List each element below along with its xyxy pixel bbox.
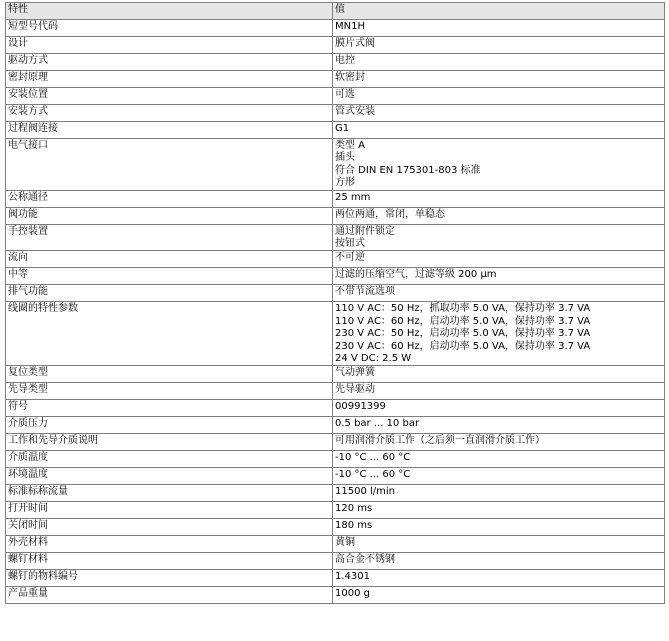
property-cell: 复位类型 <box>6 366 333 383</box>
value-cell <box>333 468 665 485</box>
table-row <box>6 88 665 105</box>
property-cell: 公称通径 <box>6 190 333 207</box>
value-line: 过滤的压缩空气，过滤等级 200 µm <box>335 269 497 281</box>
table-row <box>6 400 665 417</box>
value-line: 25 mm <box>335 191 371 203</box>
table-row <box>6 71 665 88</box>
property-cell: 安装位置 <box>6 88 333 105</box>
table-row <box>6 485 665 502</box>
value-cell <box>333 519 665 536</box>
value-cell <box>333 207 665 224</box>
property-cell: 密封原理 <box>6 71 333 88</box>
value-line: 电控 <box>335 55 355 66</box>
table-row <box>6 417 665 434</box>
value-cell <box>333 536 665 553</box>
table-row <box>6 502 665 519</box>
property-cell: 产品重量 <box>6 587 333 604</box>
property-cell: 打开时间 <box>6 502 333 519</box>
value-cell <box>333 224 665 251</box>
value-cell <box>333 54 665 71</box>
property-cell: 介质温度 <box>6 451 333 468</box>
value-line: 110 V AC：60 Hz，启动功率 5.0 VA，保持功率 3.7 VA <box>335 315 591 327</box>
property-cell: 过程阀连接 <box>6 122 333 139</box>
value-line: 方形 <box>335 177 355 189</box>
table-row <box>6 251 665 268</box>
property-cell: 设计 <box>6 37 333 54</box>
value-line: 按钮式 <box>335 238 365 250</box>
property-cell: 螺钉的物料编号 <box>6 570 333 587</box>
value-line: 11500 l/min <box>335 486 395 498</box>
property-cell: 关闭时间 <box>6 519 333 536</box>
value-line: 通过附件锁定 <box>335 225 395 237</box>
value-line: 1000 g <box>335 588 370 600</box>
value-line: 可用润滑介质工作（之后须一直润滑介质工作） <box>335 435 545 447</box>
table-row <box>6 105 665 122</box>
value-line: 类型 A <box>335 140 366 151</box>
table-row <box>6 54 665 71</box>
value-cell <box>333 139 665 191</box>
value-cell <box>333 285 665 302</box>
value-line: 高合金不锈钢 <box>335 554 395 566</box>
table-row <box>6 519 665 536</box>
table-row <box>6 570 665 587</box>
value-cell <box>333 451 665 468</box>
property-cell: 安装方式 <box>6 105 333 122</box>
table-row <box>6 37 665 54</box>
spec-body <box>6 20 665 604</box>
value-line: 00991399 <box>335 401 386 413</box>
value-line: -10 °C ... 60 °C <box>335 452 411 464</box>
property-cell: 外壳材料 <box>6 536 333 553</box>
value-line: 软密封 <box>335 72 365 83</box>
table-row <box>6 302 665 366</box>
property-cell: 螺钉材料 <box>6 553 333 570</box>
value-line: 1.4301 <box>335 571 370 583</box>
property-cell: 先导类型 <box>6 383 333 400</box>
table-row <box>6 587 665 604</box>
value-line: 两位两通，常闭，单稳态 <box>335 208 445 220</box>
value-cell <box>333 122 665 139</box>
value-cell <box>333 251 665 268</box>
value-line: 120 ms <box>335 503 373 515</box>
value-cell <box>333 88 665 105</box>
value-cell <box>333 302 665 366</box>
table-row <box>6 451 665 468</box>
value-line: 不带节流选项 <box>335 286 395 298</box>
value-line: 230 V AC：60 Hz，启动功率 5.0 VA，保持功率 3.7 VA <box>335 340 591 352</box>
value-cell <box>333 587 665 604</box>
table-row <box>6 190 665 207</box>
value-cell <box>333 417 665 434</box>
value-cell <box>333 383 665 400</box>
table-row <box>6 536 665 553</box>
value-cell <box>333 190 665 207</box>
property-cell: 中等 <box>6 268 333 285</box>
table-row <box>6 383 665 400</box>
property-cell: 手控装置 <box>6 224 333 251</box>
value-line: 0.5 bar ... 10 bar <box>335 418 420 430</box>
table-row <box>6 366 665 383</box>
property-cell: 阀功能 <box>6 207 333 224</box>
value-cell <box>333 485 665 502</box>
value-cell <box>333 366 665 383</box>
property-cell: 电气接口 <box>6 139 333 191</box>
table-row <box>6 139 665 191</box>
value-cell <box>333 71 665 88</box>
property-cell: 工作和先导介质说明 <box>6 434 333 451</box>
value-line: 插头 <box>335 152 355 164</box>
property-cell: 排气功能 <box>6 285 333 302</box>
value-cell <box>333 37 665 54</box>
value-line: 不可逆 <box>335 252 365 264</box>
table-row <box>6 207 665 224</box>
value-line: 180 ms <box>335 520 373 532</box>
table-row <box>6 434 665 451</box>
table-row <box>6 122 665 139</box>
property-cell: 介质压力 <box>6 417 333 434</box>
property-cell: 符号 <box>6 400 333 417</box>
table-row <box>6 285 665 302</box>
value-cell <box>333 553 665 570</box>
value-line: 黄铜 <box>335 537 355 549</box>
property-cell: 环境温度 <box>6 468 333 485</box>
table-row <box>6 20 665 37</box>
table-row <box>6 553 665 570</box>
value-line: 气动弹簧 <box>335 367 375 379</box>
property-cell: 流向 <box>6 251 333 268</box>
property-cell: 标准标称流量 <box>6 485 333 502</box>
header-property: 特性 <box>6 3 333 20</box>
property-cell: 驱动方式 <box>6 54 333 71</box>
value-cell <box>333 268 665 285</box>
value-line: 24 V DC: 2.5 W <box>335 353 412 365</box>
spec-table <box>5 2 665 604</box>
value-line: 膜片式阀 <box>335 38 375 49</box>
property-cell: 线圈的特性参数 <box>6 302 333 366</box>
value-line: MN1H <box>335 21 365 32</box>
value-line: 230 V AC：50 Hz，启动功率 5.0 VA，保持功率 3.7 VA <box>335 328 591 340</box>
value-cell <box>333 400 665 417</box>
value-cell <box>333 20 665 37</box>
value-line: 符合 DIN EN 175301-803 标准 <box>335 164 481 176</box>
header-row <box>6 3 665 20</box>
header-value: 值 <box>333 3 665 20</box>
table-row <box>6 268 665 285</box>
value-line: 可选 <box>335 89 355 100</box>
value-line: 110 V AC：50 Hz，抓取功率 5.0 VA，保持功率 3.7 VA <box>335 303 591 315</box>
value-line: G1 <box>335 123 350 134</box>
value-cell <box>333 502 665 519</box>
table-row <box>6 468 665 485</box>
value-cell <box>333 105 665 122</box>
value-cell <box>333 570 665 587</box>
value-line: 先导驱动 <box>335 384 375 396</box>
value-line: -10 °C ... 60 °C <box>335 469 411 481</box>
value-cell <box>333 434 665 451</box>
value-line: 管式安装 <box>335 106 375 117</box>
property-cell: 短型号代码 <box>6 20 333 37</box>
table-row <box>6 224 665 251</box>
